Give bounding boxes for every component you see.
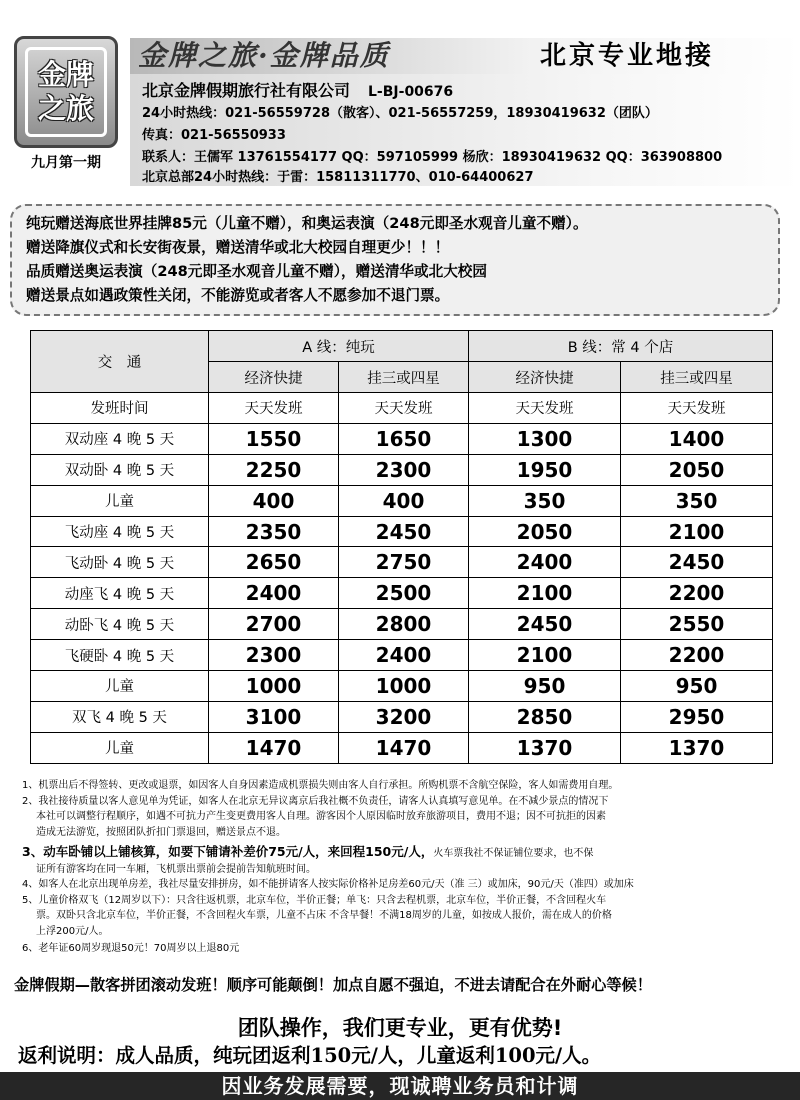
table-row [31,485,773,516]
promo-box [10,204,780,316]
price-cell: 2200 [621,640,773,671]
price-cell: 400 [339,485,469,516]
price-cell: 1370 [621,732,773,763]
price-cell: 2300 [339,454,469,485]
table-row [31,393,773,424]
schedule-cell: 天天发班 [209,393,339,424]
row-label: 发班时间 [31,393,209,424]
price-cell: 1470 [209,732,339,763]
price-cell: 2700 [209,609,339,640]
note-5-line-1: 5、儿童价格双飞（12周岁以下）：只含往返机票，北京车位，半价正餐；单飞：只含去程机票，北京车位，半价正餐，不含回程火车 [22,894,607,906]
row-label: 儿童 [31,485,209,516]
slogan-right: 北京专业地接 [540,41,715,71]
logo-frame [25,47,107,137]
note-2-line-1: 2、我社接待质量以客人意见单为凭证，如客人在北京无异议离京后我社概不负责任，请客人认真填写意见单。在不减少景点的情况下 [22,795,609,807]
price-table [30,330,773,764]
price-cell: 2400 [339,640,469,671]
price-cell: 2500 [339,578,469,609]
price-cell: 2100 [621,516,773,547]
promo-line-4: 赠送景点如遇政策性关闭，不能游览或者客人不愿参加不退门票。 [26,287,450,304]
recruitment-footer: 因业务发展需要，现诚聘业务员和计调 [0,1072,800,1100]
price-cell: 350 [621,485,773,516]
price-cell: 950 [621,671,773,702]
price-cell: 2300 [209,640,339,671]
price-cell: 2850 [469,701,621,732]
price-cell: 2050 [621,454,773,485]
company-name-row [142,78,453,101]
price-cell: 2100 [469,640,621,671]
price-cell: 2450 [339,516,469,547]
sub-header-a-economy: 经济快捷 [209,362,339,393]
logo-text-line2: 之旅 [37,92,94,125]
price-cell: 2400 [469,547,621,578]
row-label: 儿童 [31,671,209,702]
price-cell: 2750 [339,547,469,578]
price-cell: 2400 [209,578,339,609]
promo-line-3: 品质赠送奥运表演（248元即圣水观音儿童不赠），赠送清华或北大校园 [26,263,487,280]
transport-header: 交 通 [31,331,209,393]
note-3-bold: 3、动车卧铺以上铺核算，如要下铺请补差价75元/人，来回程150元/人， [22,844,434,859]
price-cell: 2550 [621,609,773,640]
note-5-line-3: 上浮200元/人。 [36,925,109,937]
price-cell: 950 [469,671,621,702]
price-cell: 2450 [469,609,621,640]
row-label: 飞动座 4 晚 5 天 [31,516,209,547]
line-a-header: A 线：纯玩 [209,331,469,362]
price-cell: 1300 [469,423,621,454]
logo-text-line1: 金牌 [37,58,94,91]
schedule-cell: 天天发班 [469,393,621,424]
row-label: 双飞 4 晚 5 天 [31,701,209,732]
price-cell: 3100 [209,701,339,732]
table-row [31,640,773,671]
contacts-text: 联系人：王儒军 13761554177 QQ：597105999 杨欣：18930419632 QQ：363908800 [142,150,723,165]
price-cell: 2050 [469,516,621,547]
price-cell: 2650 [209,547,339,578]
row-label: 动卧飞 4 晚 5 天 [31,609,209,640]
price-cell: 2800 [339,609,469,640]
company-logo [14,36,118,148]
note-3-small: 火车票我社不保证铺位要求，也不保 [433,848,594,859]
table-row [31,578,773,609]
price-cell: 400 [209,485,339,516]
price-cell: 1470 [339,732,469,763]
table-row [31,547,773,578]
row-label: 儿童 [31,732,209,763]
price-cell: 1650 [339,423,469,454]
price-cell: 1550 [209,423,339,454]
table-row [31,671,773,702]
note-2-line-2: 本社可以调整行程顺序，如遇不可抗力产生变更费用客人自理。游客因个人原因临时放弃旅游项目，费用不退；因不可抗拒的因素 [36,811,606,822]
price-cell: 1400 [621,423,773,454]
price-cell: 1000 [209,671,339,702]
price-cell: 2350 [209,516,339,547]
note-5-line-2: 票。双卧只含北京车位，半价正餐，不含回程火车票，儿童不占床 不含早餐！不满18周岁的儿童，如按成人报价，需在成人的价格 [36,910,612,921]
fax-text: 传真：021-56550933 [142,128,286,143]
price-cell: 2100 [469,578,621,609]
price-cell: 1370 [469,732,621,763]
line-b-header: B 线：常 4 个店 [469,331,773,362]
promo-line-1: 纯玩赠送海底世界挂牌85元（儿童不赠），和奥运表演（248元即圣水观音儿童不赠）。 [26,215,588,232]
license-number: L-BJ-00676 [368,84,454,100]
price-cell: 2450 [621,547,773,578]
row-label: 双动座 4 晚 5 天 [31,423,209,454]
rolling-departure-banner: 金牌假期—散客拼团滚动发班！顺序可能颠倒！加点自愿不强迫，不进去请配合在外耐心等候！ [14,976,652,994]
price-cell: 3200 [339,701,469,732]
price-cell: 2250 [209,454,339,485]
row-label: 双动卧 4 晚 5 天 [31,454,209,485]
schedule-cell: 天天发班 [621,393,773,424]
sub-header-a-star: 挂三或四星 [339,362,469,393]
table-row [31,701,773,732]
slogan-left: 金牌之旅·金牌品质 [138,39,390,72]
rebate-banner: 返利说明：成人品质，纯玩团返利150元/人，儿童返利100元/人。 [18,1044,602,1067]
price-cell: 350 [469,485,621,516]
team-slogan-banner: 团队操作，我们更专业，更有优势! [237,1016,563,1040]
table-row [31,516,773,547]
note-4: 4、如客人在北京出现单房差，我社尽量安排拼房，如不能拼请客人按实际价格补足房差60元/天（准 三）或加床，90元/天（准四）或加床 [22,879,634,890]
table-row [31,732,773,763]
sub-header-b-economy: 经济快捷 [469,362,621,393]
hq-hotline-text: 北京总部24小时热线：于雷：15811311770、010-64400627 [142,170,534,185]
row-label: 动座飞 4 晚 5 天 [31,578,209,609]
schedule-cell: 天天发班 [339,393,469,424]
note-6: 6、老年证60周岁现退50元！70周岁以上退80元 [22,943,240,954]
company-name: 北京金牌假期旅行社有限公司 [142,81,351,100]
note-1: 1、机票出后不得签转、更改或退票，如因客人自身因素造成机票损失则由客人自行承担。所购机票不含航空保险，客人如需费用自理。 [22,780,619,791]
price-cell: 2950 [621,701,773,732]
price-cell: 2200 [621,578,773,609]
row-label: 飞硬卧 4 晚 5 天 [31,640,209,671]
price-cell: 1950 [469,454,621,485]
promo-line-2: 赠送降旗仪式和长安街夜景，赠送清华或北大校园自理更少！！！ [26,239,450,256]
terms-notes [22,778,788,957]
table-row [31,423,773,454]
table-row [31,454,773,485]
price-cell: 1000 [339,671,469,702]
row-label: 飞动卧 4 晚 5 天 [31,547,209,578]
note-3-line-2: 证所有游客均在同一车厢，飞机票出票前会提前告知航班时间。 [36,863,316,875]
note-3-line-1 [22,844,788,862]
table-row [31,609,773,640]
issue-label: 九月第一期 [31,155,101,171]
note-2-line-3: 造成无法游览，按照团队折扣门票退回，赠送景点不退。 [36,826,286,838]
hotline-text: 24小时热线：021-56559728（散客）、021-56557259，18930419632（团队） [142,106,658,121]
sub-header-b-star: 挂三或四星 [621,362,773,393]
